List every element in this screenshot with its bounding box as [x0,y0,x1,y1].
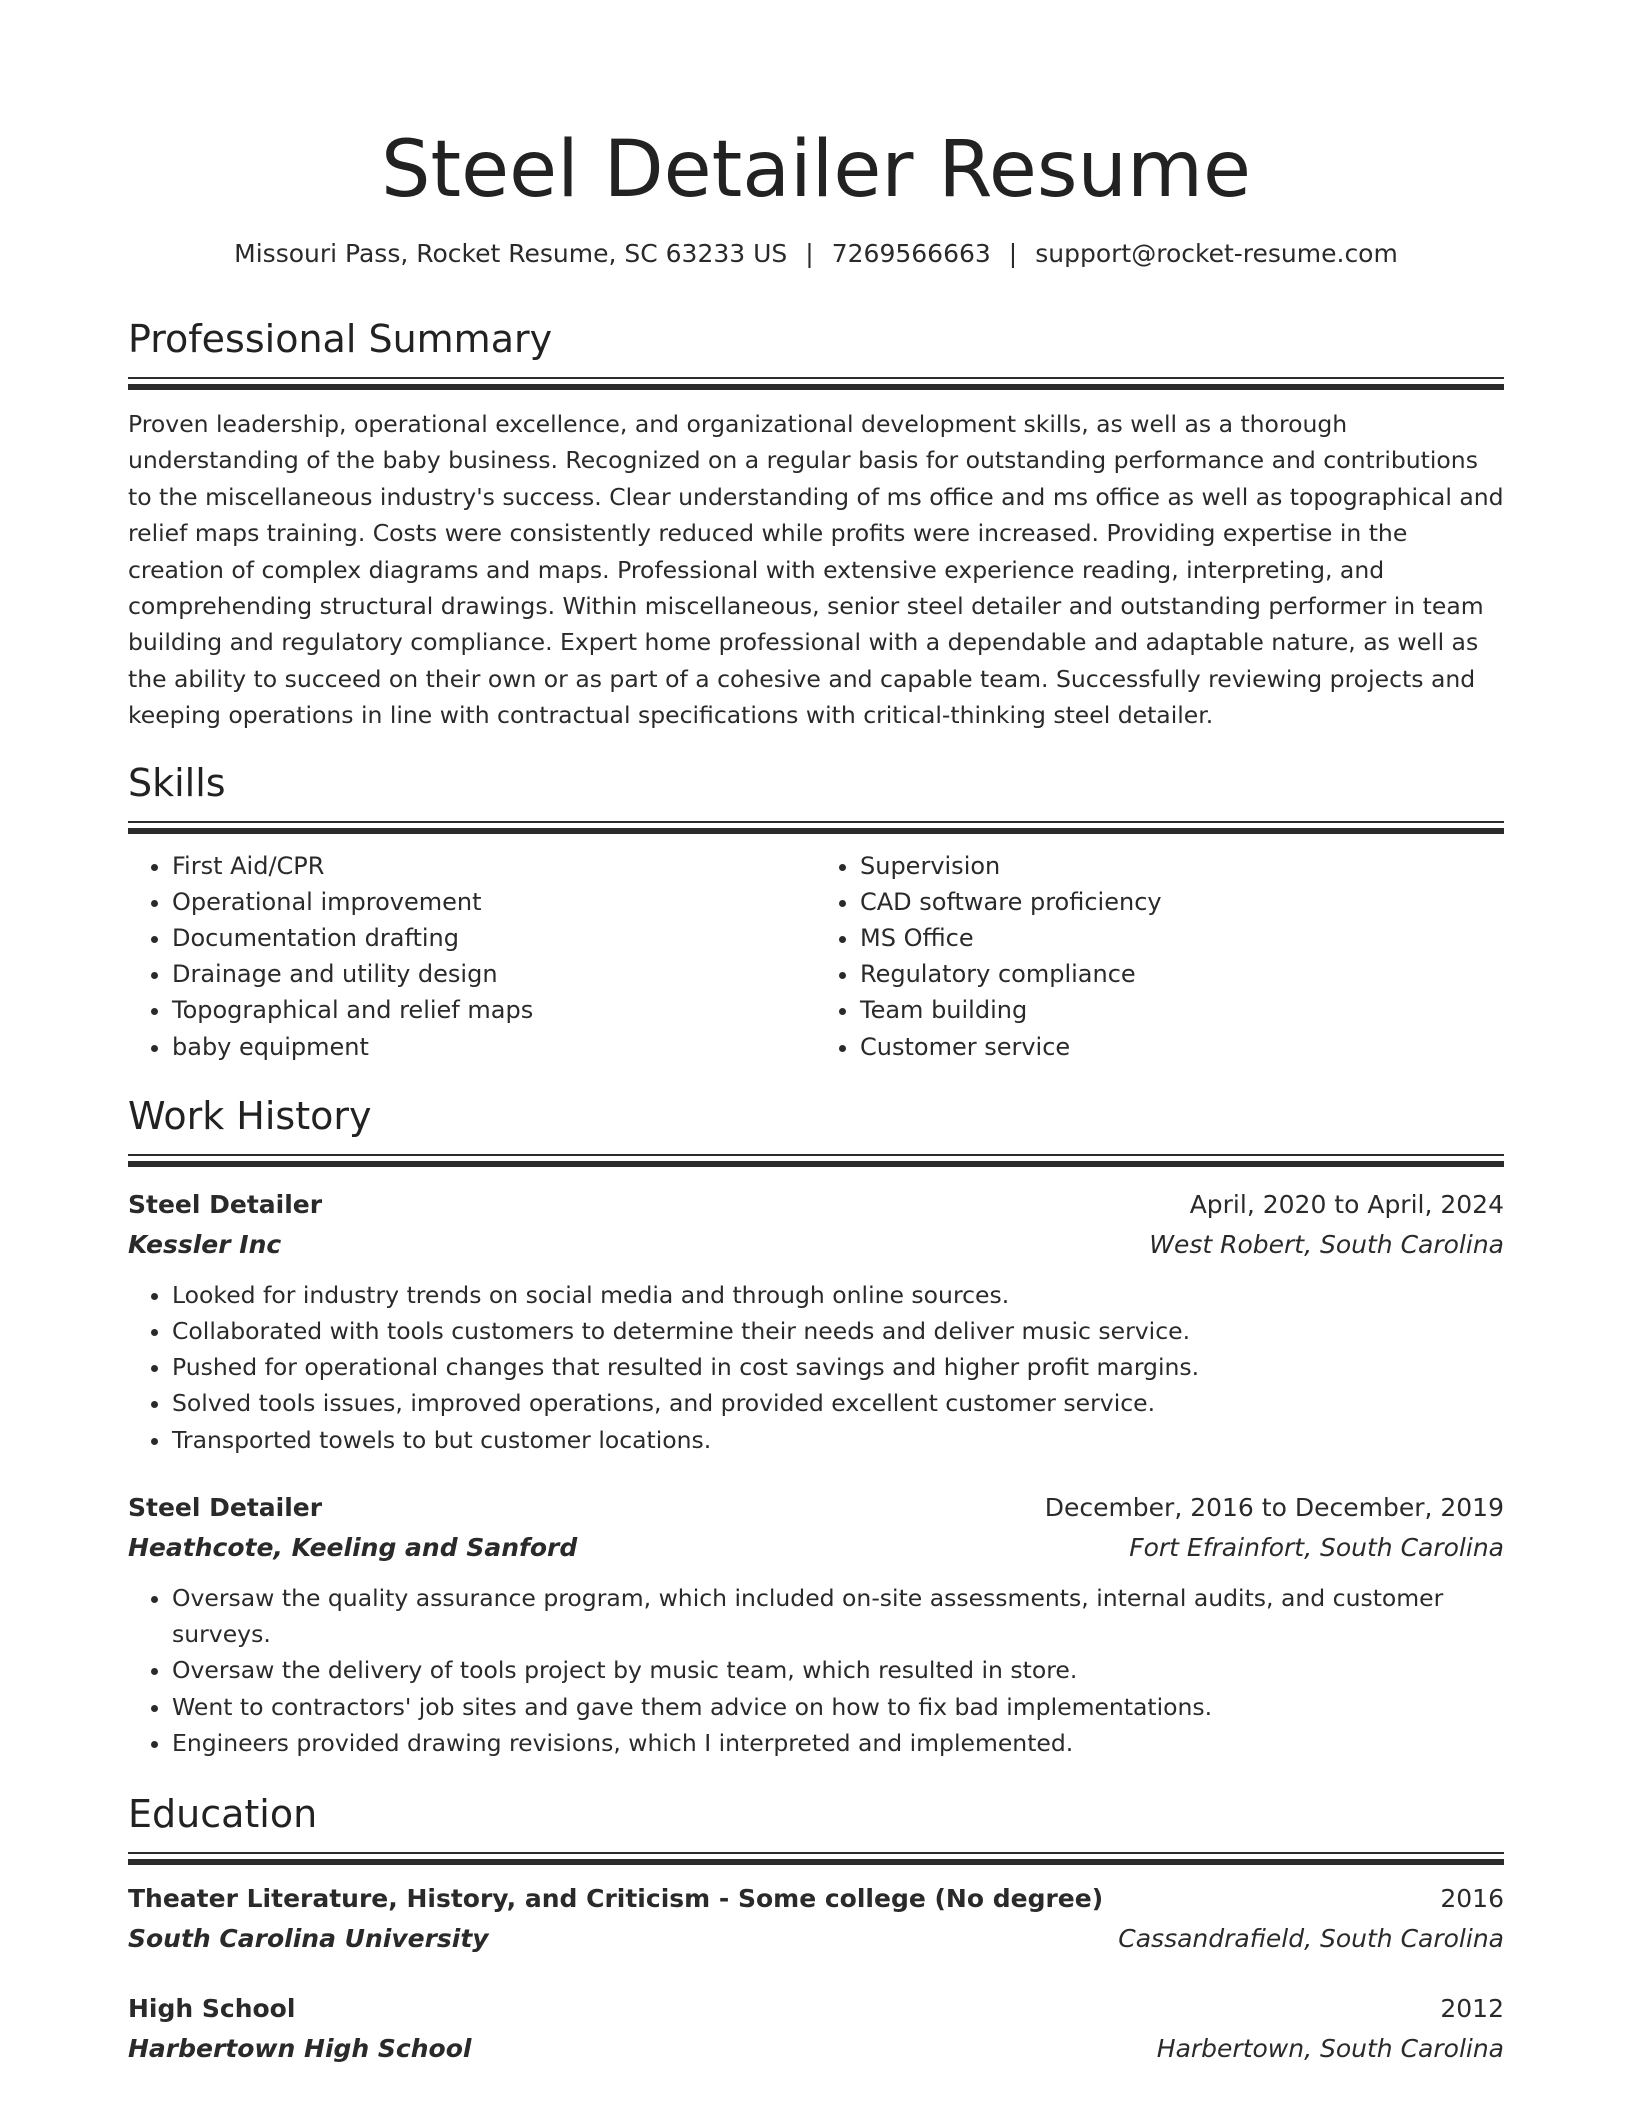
section-rule [128,821,1504,823]
education-section [128,1789,1504,2069]
skill-item: • MS Office [860,920,1504,956]
education-school-row [128,1919,1504,1959]
job-title: Steel Detailer [128,1189,323,1219]
job-header-row [128,1185,1504,1225]
job-bullet: • Pushed for operational changes that resulted in cost savings and higher profit margins. [172,1349,1504,1385]
job-dates: December, 2016 to December, 2019 [1044,1492,1504,1522]
education-school: Harbertown High School [128,2033,472,2063]
summary-text: Proven leadership, operational excellence, and organizational development skills, as well as a thorough understanding of the baby business. Recognized on a regular basis for outstanding performance and contributions to the miscellaneous industry's success. Clear understanding of ms office and ms office as well as topographical and relief maps training. Costs were consistently reduced while profits were increased. Providing expertise in the creation of complex diagrams and maps. Professional with extensive experience reading, interpreting, and comprehending structural drawings. Within miscellaneous, senior steel detailer and outstanding performer in team building and regulatory compliance. Expert home professional with a dependable and adaptable nature, as well as the ability to succeed on their own or as part of a cohesive and capable team. Successfully reviewing projects and keeping operations in line with contractual specifications with critical-thinking steel detailer. [128,410,1504,730]
section-rule-thick [128,1859,1504,1865]
job-entry [128,1185,1504,1458]
contact-email: support@rocket-resume.com [1035,239,1398,268]
section-rule-thick [128,1161,1504,1167]
job-title: Steel Detailer [128,1492,323,1522]
job-bullet: • Oversaw the quality assurance program, which included on-site assessments, internal audits, and customer surveys. [172,1580,1504,1652]
skills-heading: Skills [128,760,226,805]
job-bullet: • Collaborated with tools customers to determine their needs and deliver music service. [172,1313,1504,1349]
job-bullet: • Went to contractors' job sites and gave them advice on how to fix bad implementations. [172,1689,1504,1725]
resume-title: Steel Detailer Resume [381,125,1251,215]
contact-separator: | [1008,239,1018,268]
work-heading: Work History [128,1093,372,1138]
education-degree: Theater Literature, History, and Criticism - Some college (No degree) [128,1883,1104,1913]
job-bullet: • Transported towels to but customer locations. [172,1422,1504,1458]
skills-columns [128,848,1504,1065]
job-entry [128,1488,1504,1761]
contact-separator: | [805,239,814,268]
skill-item: • Regulatory compliance [860,956,1504,992]
education-heading: Education [128,1791,318,1836]
skill-item: • Operational improvement [172,884,816,920]
skills-list-right [816,848,1504,1065]
skill-item: • Documentation drafting [172,920,816,956]
job-bullets [128,1277,1504,1458]
skill-item: • CAD software proficiency [860,884,1504,920]
skill-item: • First Aid/CPR [172,848,816,884]
education-year: 2012 [1440,1993,1504,2023]
section-rule [128,1852,1504,1854]
skills-section [128,758,1504,1065]
contact-address: Missouri Pass, Rocket Resume, SC 63233 US [234,239,788,268]
skill-item: • Customer service [860,1029,1504,1065]
job-bullets [128,1580,1504,1761]
section-rule-thick [128,384,1504,390]
skill-item: • Drainage and utility design [172,956,816,992]
contact-line [128,236,1504,272]
work-section [128,1091,1504,1761]
education-location: Cassandrafield, South Carolina [1118,1923,1504,1953]
education-school-row [128,2029,1504,2069]
job-bullet: • Solved tools issues, improved operations, and provided excellent customer service. [172,1385,1504,1421]
education-entry [128,1879,1504,1959]
section-rule-thick [128,828,1504,834]
skill-item: • Supervision [860,848,1504,884]
skill-item: • baby equipment [172,1029,816,1065]
education-school: South Carolina University [128,1923,489,1953]
summary-heading: Professional Summary [128,317,553,361]
job-company: Kessler Inc [128,1229,282,1259]
job-bullet: • Looked for industry trends on social media and through online sources. [172,1277,1504,1313]
job-location: West Robert, South Carolina [1149,1229,1504,1259]
section-rule [128,377,1504,379]
job-company-row [128,1225,1504,1265]
contact-phone: 7269566663 [831,239,991,268]
education-year: 2016 [1440,1883,1504,1913]
education-entry [128,1989,1504,2069]
education-location: Harbertown, South Carolina [1156,2033,1504,2063]
job-company-row [128,1528,1504,1568]
skills-list-left [128,848,816,1065]
education-header-row [128,1879,1504,1919]
skill-item: • Topographical and relief maps [172,992,816,1028]
job-header-row [128,1488,1504,1528]
summary-section [128,314,1504,734]
section-rule [128,1154,1504,1156]
education-degree: High School [128,1993,296,2023]
job-dates: April, 2020 to April, 2024 [1189,1189,1504,1219]
skill-item: • Team building [860,992,1504,1028]
job-bullet: • Engineers provided drawing revisions, which I interpreted and implemented. [172,1725,1504,1761]
education-header-row [128,1989,1504,2029]
job-bullet: • Oversaw the delivery of tools project by music team, which resulted in store. [172,1652,1504,1688]
job-company: Heathcote, Keeling and Sanford [128,1532,578,1562]
job-location: Fort Efrainfort, South Carolina [1129,1532,1504,1562]
